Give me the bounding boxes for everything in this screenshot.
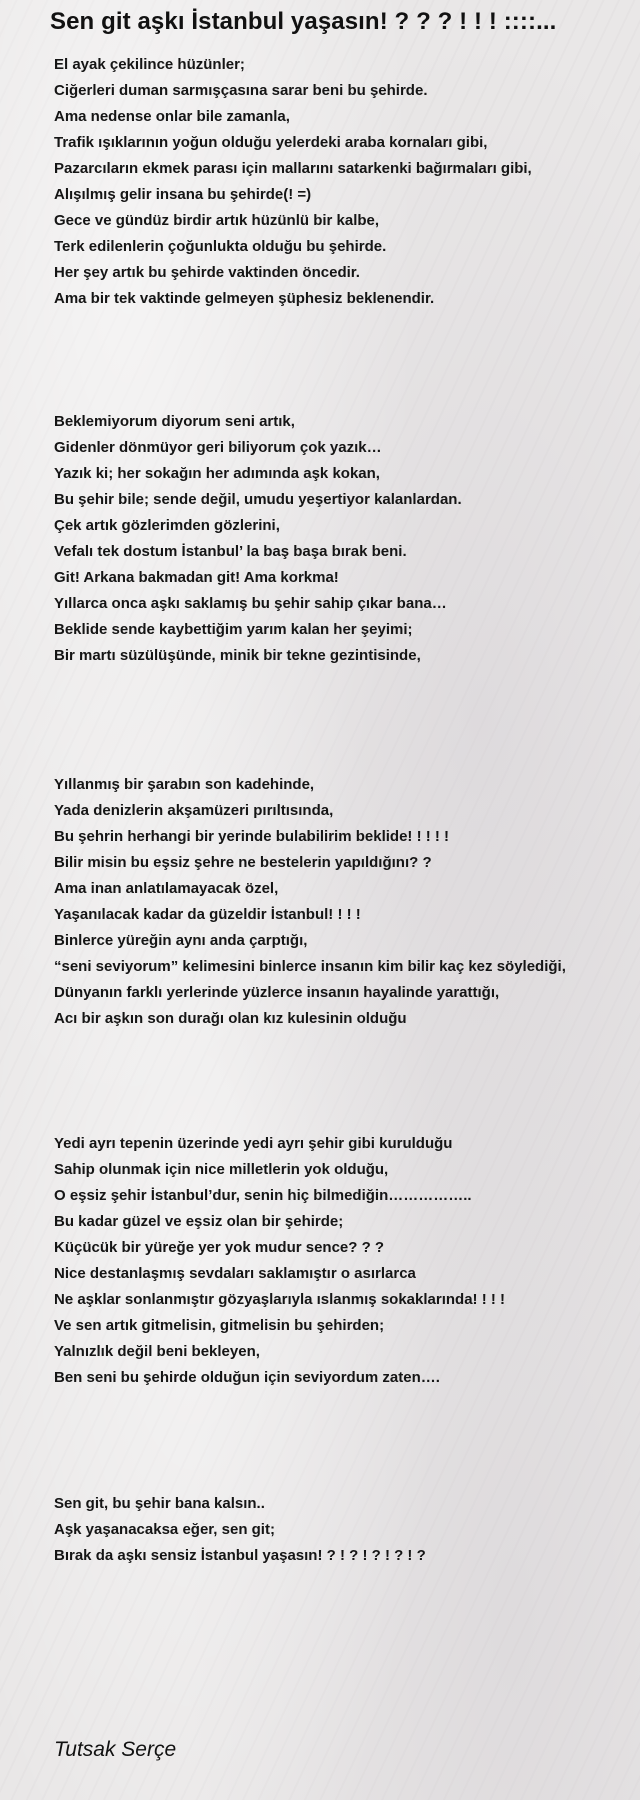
poem-line: Git! Arkana bakmadan git! Ama korkma! [54, 569, 339, 586]
poem-line: Yalnızlık değil beni bekleyen, [54, 1343, 260, 1360]
poem-line: Vefalı tek dostum İstanbul’ la baş başa bırak beni. [54, 543, 407, 560]
poem-line: Gidenler dönmüyor geri biliyorum çok yazık… [54, 439, 382, 456]
poem-line: Gece ve gündüz birdir artık hüzünlü bir kalbe, [54, 212, 380, 229]
poem-line: Bir martı süzülüşünde, minik bir tekne gezintisinde, [54, 647, 421, 664]
stanza-3 [54, 772, 566, 1032]
stanza-2 [54, 409, 462, 669]
poem-line: O eşsiz şehir İstanbul’dur, senin hiç bilmediğin…………….. [54, 1187, 472, 1204]
poem-line: Çek artık gözlerimden gözlerini, [54, 517, 280, 534]
poem-line: Sahip olunmak için nice milletlerin yok olduğu, [54, 1161, 389, 1178]
poem-line: Bu kadar güzel ve eşsiz olan bir şehirde; [54, 1213, 344, 1230]
poem-line: Yedi ayrı tepenin üzerinde yedi ayrı şehir gibi kurulduğu [54, 1135, 453, 1152]
poem-line: Trafik ışıklarının yoğun olduğu yelerdeki araba kornaları gibi, [54, 134, 488, 151]
poem-line: Bu şehir bile; sende değil, umudu yeşertiyor kalanlardan. [54, 491, 462, 508]
poem-line: Alışılmış gelir insana bu şehirde(! =) [54, 186, 312, 203]
poem-line: Aşk yaşanacaksa eğer, sen git; [54, 1521, 275, 1538]
poem-line: Binlerce yüreğin aynı anda çarptığı, [54, 932, 308, 949]
poem-line: Yada denizlerin akşamüzeri pırıltısında, [54, 802, 334, 819]
poem-line: Her şey artık bu şehirde vaktinden öncedir. [54, 264, 360, 281]
poem-line: Yıllarca onca aşkı saklamış bu şehir sahip çıkar bana… [54, 595, 447, 612]
poem-line: Ama nedense onlar bile zamanla, [54, 108, 290, 125]
poem-line: Terk edilenlerin çoğunlukta olduğu bu şehirde. [54, 238, 387, 255]
poem-line: Yazık ki; her sokağın her adımında aşk kokan, [54, 465, 380, 482]
poem-line: Bu şehrin herhangi bir yerinde bulabilirim beklide! ! ! ! ! [54, 828, 450, 845]
stanza-1 [54, 52, 532, 312]
poem-line: Bilir misin bu eşsiz şehre ne bestelerin yapıldığını? ? [54, 854, 432, 871]
poem-line: Dünyanın farklı yerlerinde yüzlerce insanın hayalinde yarattığı, [54, 984, 500, 1001]
poem-title: Sen git aşkı İstanbul yaşasın! ? ? ? ! ! ! ::::... [50, 8, 557, 35]
poem-line: Ne aşklar sonlanmıştır gözyaşlarıyla ıslanmış sokaklarında! ! ! ! [54, 1291, 506, 1308]
poem-line: “seni seviyorum” kelimesini binlerce insanın kim bilir kaç kez söylediği, [54, 958, 566, 975]
poem-line: Pazarcıların ekmek parası için mallarını satarkenki bağırmaları gibi, [54, 160, 532, 177]
poem-line: Beklide sende kaybettiğim yarım kalan her şeyimi; [54, 621, 413, 638]
poem-line: Bırak da aşkı sensiz İstanbul yaşasın! ? ! ? ! ? ! ? ! ? [54, 1547, 426, 1564]
poem-line: Ciğerleri duman sarmışçasına sarar beni bu şehirde. [54, 82, 428, 99]
poem-line: Nice destanlaşmış sevdaları saklamıştır o asırlarca [54, 1265, 416, 1282]
stanza-4 [54, 1131, 505, 1391]
poem-line: Ve sen artık gitmelisin, gitmelisin bu şehirden; [54, 1317, 385, 1334]
stanza-5 [54, 1491, 426, 1569]
poem-line: Yaşanılacak kadar da güzeldir İstanbul! ! ! ! [54, 906, 361, 923]
poem-line: Acı bir aşkın son durağı olan kız kulesinin olduğu [54, 1010, 407, 1027]
poem-line: Beklemiyorum diyorum seni artık, [54, 413, 295, 430]
author-signature: Tutsak Serçe [54, 1738, 177, 1761]
poem-line: El ayak çekilince hüzünler; [54, 56, 245, 73]
poem-line: Ben seni bu şehirde olduğun için seviyordum zaten…. [54, 1369, 440, 1386]
poem-line: Yıllanmış bir şarabın son kadehinde, [54, 776, 315, 793]
poem-line: Küçücük bir yüreğe yer yok mudur sence? ? ? [54, 1239, 385, 1256]
poem-line: Sen git, bu şehir bana kalsın.. [54, 1495, 265, 1512]
poem-line: Ama bir tek vaktinde gelmeyen şüphesiz beklenendir. [54, 290, 435, 307]
poem-line: Ama inan anlatılamayacak özel, [54, 880, 279, 897]
